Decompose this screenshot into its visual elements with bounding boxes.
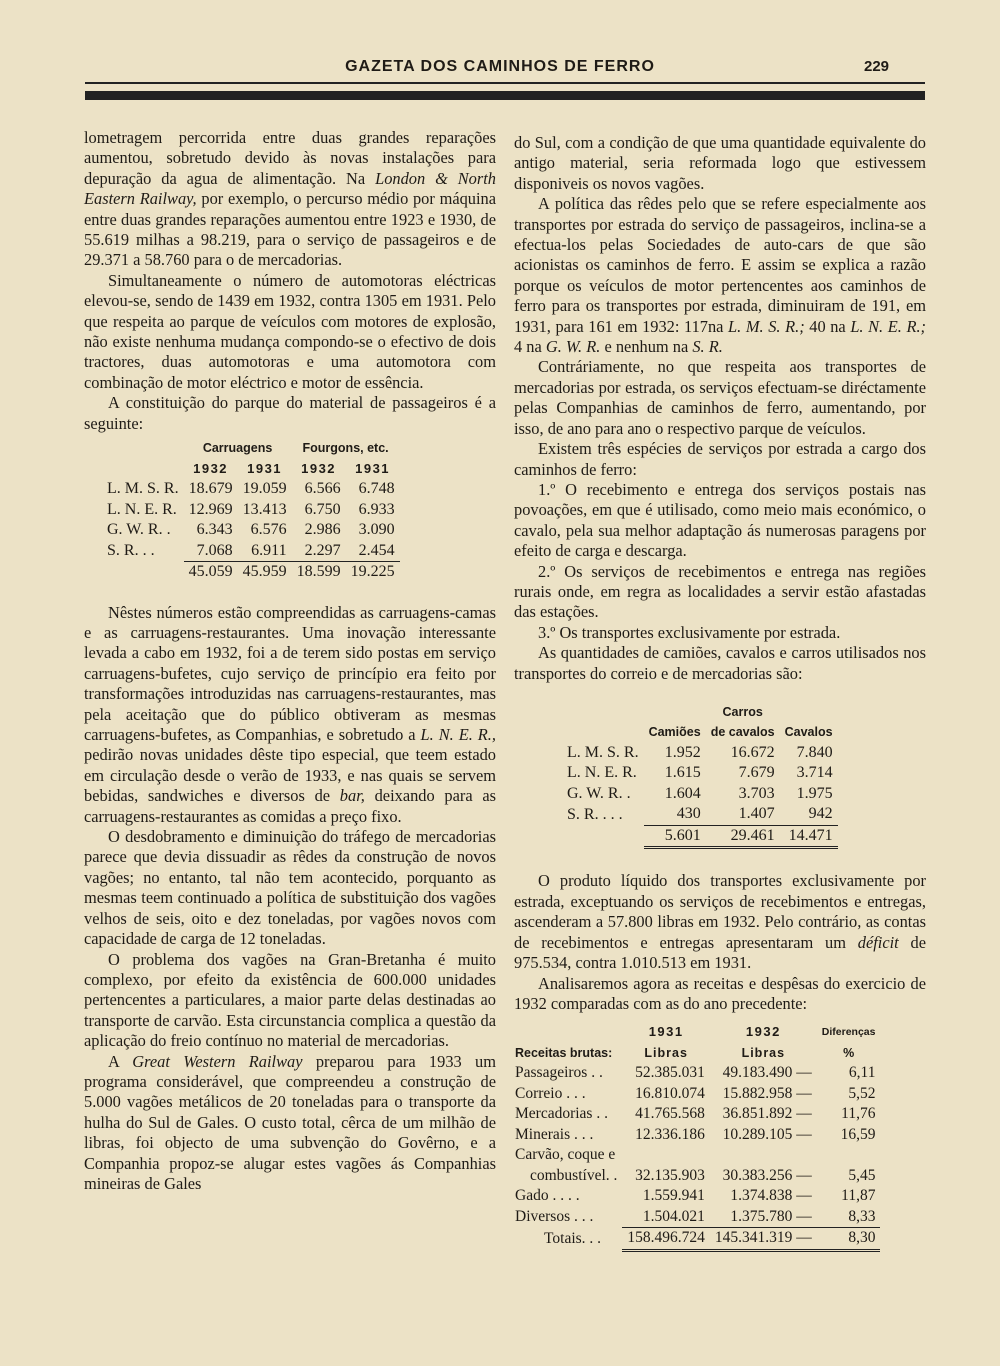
row-label: Minerais . . . bbox=[515, 1125, 594, 1143]
table-row: L. N. E. R. 1.615 7.679 3.714 bbox=[562, 763, 838, 784]
paragraph: O desdobramento e diminuição do tráfego de mercadorias parece que devia dissuadir as rêdes da construção de novos vagões; no entanto, tal não tem acontecido, porquanto as mesmas teem continuado a política de substituição dos vagões velhos de seis, oito e dez toneladas, por vagões novos com capacidade de carga de 12 toneladas. bbox=[84, 827, 496, 949]
vehicles-table bbox=[562, 702, 838, 850]
paragraph: 3.º Os transportes exclusivamente por estrada. bbox=[538, 622, 841, 642]
table-header-receitas: Receitas brutas: bbox=[515, 1045, 613, 1060]
table-row: S. R. . . 7.068 6.911 2.297 2.454 bbox=[102, 541, 400, 562]
row-label: combustível. . bbox=[530, 1166, 618, 1184]
row-label: L. N. E. R. bbox=[567, 764, 637, 782]
paragraph: Contráriamente, no que respeita aos transportes de mercadorias por estrada, os serviços efectuam-se diréctamente pelas Companhias de caminhos de ferro, aumentando, por isso, de ano para ano o respectivo parque de veículos. bbox=[514, 357, 926, 438]
table-row: Passageiros . . 52.385.031 49.183.490 — 6,11 bbox=[510, 1063, 880, 1084]
totals-row: 45.059 45.959 18.599 19.225 bbox=[102, 562, 400, 583]
table-row: L. M. S. R. 18.679 19.059 6.566 6.748 bbox=[102, 479, 400, 500]
row-label: S. R. . . . bbox=[567, 805, 623, 823]
paragraph: As quantidades de camiões, cavalos e carros utilisados nos transportes do correio e de mercadorias são: bbox=[514, 643, 926, 683]
totals-row: 5.601 29.461 14.471 bbox=[562, 825, 838, 848]
table-row: L. M. S. R. 1.952 16.672 7.840 bbox=[562, 743, 838, 764]
table-header-fourgons: Fourgons, etc. bbox=[302, 441, 389, 456]
table-row: S. R. . . . 430 1.407 942 bbox=[562, 804, 838, 825]
paragraph: Nêstes números estão compreendidas as carruagens-camas e as carruagens-restaurantes. Uma inovação interessante levada a cabo em 1932, foi a de terem sido postas em serviço carruagens-bufetes, cujo serviço de princípio era feito por transformações introduzidas nas carruagens-restaurantes, mas pela aceitação que do público obtiveram as mesmas carruagens-bufetes, as Companhias, e sobretudo a L. N. E. R., pedirão novas unidades dêste tipo especial, que teem estado em circulação desde o verão de 1933, e nas quais se servem bebidas, sandwiches e diversos de bar, deixando para as carruagens-restaurantes as comidas a preço fixo. bbox=[84, 602, 497, 826]
year-header: 1932 bbox=[301, 460, 337, 476]
row-label: L. M. S. R. bbox=[567, 743, 639, 761]
table-header-cavalos: Cavalos bbox=[784, 725, 833, 740]
year-header: 1931 bbox=[355, 460, 391, 476]
row-label: L. M. S. R. bbox=[107, 480, 179, 498]
row-label: Totais. . . bbox=[544, 1229, 602, 1247]
table-header-percent: % bbox=[843, 1045, 855, 1060]
paragraph: 2.º Os serviços de recebimentos e entrega nas regiões rurais onde, em regra as localidades a servir estão afastadas das estações. bbox=[514, 561, 926, 622]
row-label: L. N. E. R. bbox=[107, 500, 177, 518]
row-label: Diversos . . . bbox=[515, 1208, 594, 1226]
row-label: Carvão, coque e bbox=[515, 1146, 616, 1164]
year-header: 1931 bbox=[247, 460, 283, 476]
paragraph: A constituição do parque do material de passageiros é a seguinte: bbox=[84, 393, 496, 433]
table-header-carros: Carros bbox=[722, 704, 763, 719]
table-header-de-cavalos: de cavalos bbox=[710, 725, 775, 740]
table-row: G. W. R. . 6.343 6.576 2.986 3.090 bbox=[102, 520, 400, 541]
right-column bbox=[514, 133, 926, 1252]
table-header-camioes: Camiões bbox=[648, 725, 701, 740]
table-row: Mercadorias . . 41.765.568 36.851.892 — 11,76 bbox=[510, 1104, 880, 1125]
row-label: G. W. R. . bbox=[567, 784, 631, 802]
paragraph: lometragem percorrida entre duas grandes reparações aumentou, sobretudo devido às novas instalações para depuração da agua de alimentação. Na London & North Eastern Railway, por exemplo, o percurso médio por máquina entre duas grandes reparações aumentou entre 1923 e 1930, de 55.619 milhas a 98.219, para o serviço de passageiros e de 29.371 a 58.760 para o de mercadorias. bbox=[84, 128, 497, 270]
paragraph: Simultaneamente o número de automotoras eléctricas elevou-se, sendo de 1439 em 1932, contra 1305 em 1931. Pelo que respeita ao parque de veículos com motores de explosão, não existe nenhuma mudança compondo-se o efectivo de dois tractores, duas automotoras e uma automotora com combinação de motor eléctrico e motor de essência. bbox=[84, 270, 496, 392]
row-label: G. W. R. . bbox=[107, 521, 171, 539]
row-label: Gado . . . . bbox=[515, 1187, 580, 1205]
header-rule-thick bbox=[85, 91, 925, 100]
table-header-diferencas: Diferenças bbox=[821, 1026, 876, 1039]
paragraph: do Sul, com a condição de que uma quantidade equivalente do antigo material, seria reformada logo que estivessem disponiveis os novos vagões. bbox=[514, 133, 926, 193]
table-row: Diversos . . . 1.504.021 1.375.780 — 8,33 bbox=[510, 1207, 880, 1228]
left-column bbox=[84, 128, 496, 1194]
passenger-stock-table bbox=[102, 438, 400, 583]
table-header-libras: Libras bbox=[741, 1045, 786, 1060]
table-row: G. W. R. . 1.604 3.703 1.975 bbox=[562, 784, 838, 805]
page-number: 229 bbox=[864, 58, 890, 75]
paragraph: Existem três espécies de serviços por estrada a cargo dos caminhos de ferro: bbox=[514, 439, 926, 479]
paragraph: 1.º O recebimento e entrega dos serviços postais nas povoações, em que é utilisado, como meio mais económico, o cavalo, pela sua melhor adaptação ás numerosas paragens por efeito de carga e descarga. bbox=[514, 479, 926, 561]
table-header-carruagens: Carruagens bbox=[202, 441, 273, 456]
table-header-libras: Libras bbox=[644, 1045, 688, 1060]
table-row: Minerais . . . 12.336.186 10.289.105 — 16,59 bbox=[510, 1125, 880, 1146]
row-label: Passageiros . . bbox=[515, 1064, 603, 1082]
paragraph: A política das rêdes pelo que se refere especialmente aos transportes por estrada do serviço de passageiros, inclina-se a efectua-los pelas Sociedades de auto-cars de que são acionistas os caminhos de ferro. E assim se explica a razão porque os veículos de motor pertencentes aos caminhos de ferro para os transportes por estrada, diminuiram de 191, em 1931, para 161 em 1932: 117na L. M. S. R.; 40 na L. N. E. R.; 4 na G. W. R. e nenhum na S. R. bbox=[514, 194, 927, 357]
year-header: 1932 bbox=[193, 460, 229, 476]
paragraph: Analisaremos agora as receitas e despêsas do exercicio de 1932 comparadas com as do ano precedente: bbox=[514, 973, 926, 1013]
paragraph: O problema dos vagões na Gran-Bretanha é muito complexo, por efeito da existência de 600.000 unidades pertencentes a particulares, a maior parte delas destinadas ao transporte de carvão. Esta circunstancia complica a questão da aplicação do freio contínuo no material de mercadorias. bbox=[84, 949, 496, 1051]
totals-row: Totais. . . 158.496.724 145.341.319 — 8,30 bbox=[510, 1228, 880, 1251]
revenue-table bbox=[510, 1022, 880, 1252]
row-label: S. R. . . bbox=[107, 541, 155, 559]
row-label: Mercadorias . . bbox=[515, 1105, 608, 1123]
journal-title: GAZETA DOS CAMINHOS DE FERRO bbox=[345, 58, 655, 75]
year-header: 1932 bbox=[745, 1024, 781, 1040]
table-row: L. N. E. R. 12.969 13.413 6.750 6.933 bbox=[102, 500, 400, 521]
year-header: 1931 bbox=[648, 1024, 684, 1040]
table-row: Gado . . . . 1.559.941 1.374.838 — 11,87 bbox=[510, 1186, 880, 1207]
row-label: Correio . . . bbox=[515, 1084, 586, 1102]
table-row bbox=[510, 1145, 880, 1166]
table-row: Correio . . . 16.810.074 15.882.958 — 5,52 bbox=[510, 1084, 880, 1105]
table-row: combustível. . 32.135.903 30.383.256 — 5,45 bbox=[510, 1166, 880, 1187]
paragraph: O produto líquido dos transportes exclusivamente por estrada, exceptuando os serviços de recebimentos e entregas, ascenderam a 57.800 libras em 1932. Pelo contrário, as contas de recebimentos e entregas apresentaram um déficit de 975.534, contra 1.010.513 em 1931. bbox=[514, 871, 926, 973]
header-rule-thin bbox=[85, 82, 925, 84]
paragraph: A Great Western Railway preparou para 1933 um programa considerável, que compreendeu a construção de 5.000 vagões metálicos de 20 toneladas para o transporte da hulha do Sul de Gales. O custo total, cêrca de um milhão de libras, foi objecto de uma subvenção do Govêrno, e a Companhia propoz-se alugar estes vagões ás Companhias mineiras de Gales bbox=[84, 1051, 496, 1193]
